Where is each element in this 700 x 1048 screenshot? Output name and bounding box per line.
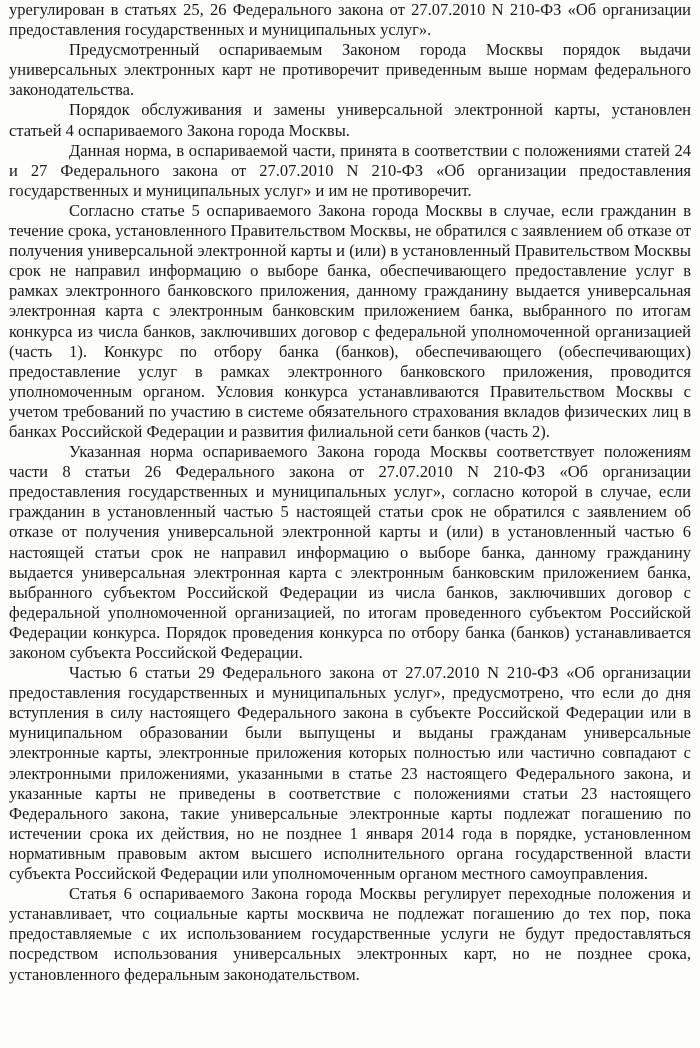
paragraph: Предусмотренный оспариваемым Законом города Москвы порядок выдачи универсальных электронных карт не противоречит приведенным выше нормам федерального законодательства. [9,40,691,100]
paragraph-continuation: урегулирован в статьях 25, 26 Федерального закона от 27.07.2010 N 210-ФЗ «Об организации предоставления государственных и муниципальных услуг». [9,0,691,40]
paragraph: Согласно статье 5 оспариваемого Закона города Москвы в случае, если гражданин в течение срока, установленного Правительством Москвы, не обратился с заявлением об отказе от получения универсальной электронной карты и (или) в установленный Правительством Москвы срок не направил информацию о выборе банка, обеспечивающего предоставление услуг в рамках электронного банковского приложения, данному гражданину выдается универсальная электронная карта с электронным банковским приложением банка, выбранного по итогам конкурса из числа банков, заключивших договор с федеральной уполномоченной организацией (часть 1). Конкурс по отбору банка (банков), обеспечивающего (обеспечивающих) предоставление услуг в рамках электронного банковского приложения, проводится уполномоченным органом. Условия конкурса устанавливаются Правительством Москвы с учетом требований по участию в системе обязательного страхования вкладов физических лиц в банках Российской Федерации и развития филиальной сети банков (часть 2). [9,200,691,441]
paragraph: Частью 6 статьи 29 Федерального закона от 27.07.2010 N 210-ФЗ «Об организации предоставления государственных и муниципальных услуг», предусмотрено, что если до дня вступления в силу настоящего Федерального закона в субъекте Российской Федерации или в муниципальном образовании были выпущены и выданы гражданам универсальные электронные карты, электронные приложения которых полностью или частично совпадают с электронными приложениями, указанными в статье 23 настоящего Федерального закона, и указанные карты не приведены в соответствие с положениями статьи 23 настоящего Федерального закона, такие универсальные электронные карты подлежат погашению по истечении срока их действия, но не позднее 1 января 2014 года в порядке, установленном нормативным правовым актом высшего исполнительного органа государственной власти субъекта Российской Федерации или уполномоченным органом местного самоуправления. [9,663,691,884]
paragraph: Статья 6 оспариваемого Закона города Москвы регулирует переходные положения и устанавливает, что социальные карты москвича не подлежат погашению до тех пор, пока предоставляемые с их использованием государственные услуги не будут предоставляться посредством использования универсальных электронных карт, но не позднее срока, установленного федеральным законодательством. [9,884,691,984]
paragraph: Указанная норма оспариваемого Закона города Москвы соответствует положениям части 8 статьи 26 Федерального закона от 27.07.2010 N 210-ФЗ «Об организации предоставления государственных и муниципальных услуг», согласно которой в случае, если гражданин в установленный частью 5 настоящей статьи срок не обратился с заявлением об отказе от получения универсальной электронной карты и (или) в установленный частью 6 настоящей статьи срок не направил информацию о выборе банка, данному гражданину выдается универсальная электронная карта с электронным банковским приложением банка, выбранного субъектом Российской Федерации из числа банков, заключивших договор с федеральной уполномоченной организацией, по итогам проведенного субъектом Российской Федерации конкурса. Порядок проведения конкурса по отбору банка (банков) устанавливается законом субъекта Российской Федерации. [9,442,691,662]
paragraph: Данная норма, в оспариваемой части, принята в соответствии с положениями статей 24 и 27 Федерального закона от 27.07.2010 N 210-ФЗ «Об организации предоставления государственных и муниципальных услуг» и им не противоречит. [9,140,691,200]
paragraph: Порядок обслуживания и замены универсальной электронной карты, установлен статьей 4 оспариваемого Закона города Москвы. [9,100,691,140]
